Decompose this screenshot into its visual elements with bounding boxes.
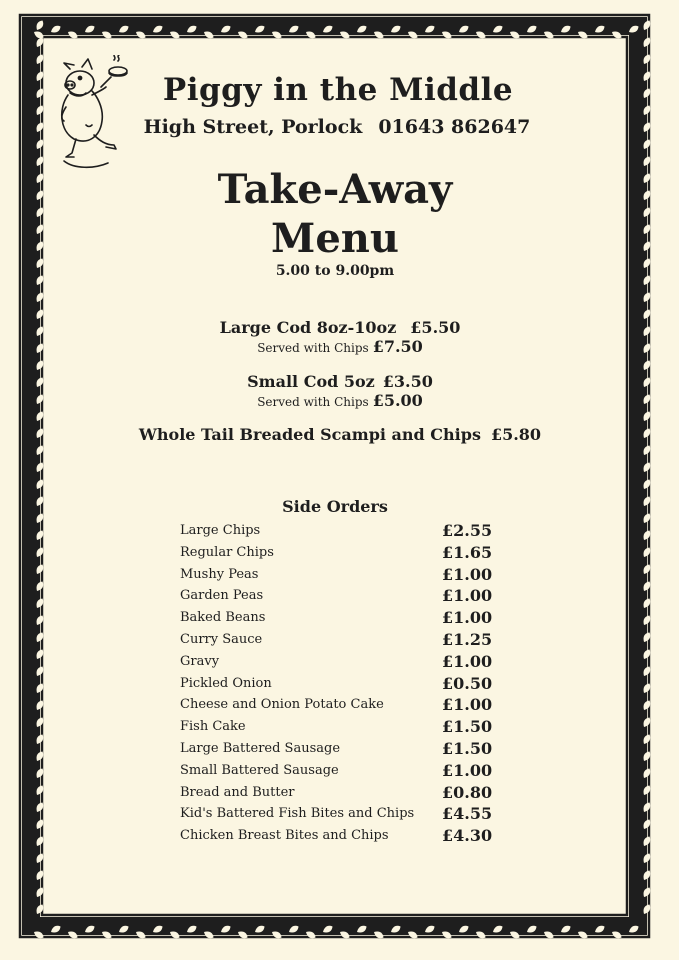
side-order-name: Garden Peas bbox=[180, 588, 264, 604]
side-order-price: £1.00 bbox=[442, 651, 493, 671]
side-order-price: £1.00 bbox=[442, 760, 493, 780]
small-cod-label: Small Cod 5oz bbox=[247, 372, 375, 391]
menu-heading-line1: Take-Away bbox=[217, 166, 453, 213]
side-order-row bbox=[180, 673, 495, 695]
side-order-name: Large Battered Sausage bbox=[180, 740, 341, 756]
side-orders-list bbox=[180, 520, 495, 847]
side-order-row bbox=[180, 651, 495, 673]
small-cod-chips-price: £5.00 bbox=[372, 391, 423, 410]
side-order-row bbox=[180, 520, 495, 542]
side-order-price: £4.30 bbox=[442, 826, 493, 846]
large-cod-price: £5.50 bbox=[410, 318, 461, 337]
large-cod-chips-line bbox=[60, 337, 620, 356]
side-order-row bbox=[180, 716, 495, 738]
side-order-price: £1.50 bbox=[442, 738, 493, 758]
side-order-name: Regular Chips bbox=[180, 544, 274, 560]
side-order-row bbox=[180, 564, 495, 586]
side-order-name: Baked Beans bbox=[180, 610, 266, 626]
side-order-name: Fish Cake bbox=[180, 719, 246, 735]
side-orders-title: Side Orders bbox=[282, 497, 388, 516]
address-line bbox=[138, 116, 536, 138]
side-order-price: £4.55 bbox=[442, 804, 493, 824]
restaurant-name: Piggy in the Middle bbox=[162, 72, 514, 108]
small-cod-price: £3.50 bbox=[382, 372, 433, 391]
scampi-line bbox=[60, 425, 620, 444]
large-cod-chips-label: Served with Chips bbox=[257, 341, 369, 355]
side-order-price: £1.00 bbox=[442, 695, 493, 715]
pig-chef-illustration bbox=[56, 55, 132, 180]
side-order-price: £1.00 bbox=[442, 564, 493, 584]
scampi-label: Whole Tail Breaded Scampi and Chips bbox=[138, 425, 481, 444]
side-order-price: £1.65 bbox=[442, 542, 493, 562]
side-order-price: £1.25 bbox=[442, 629, 493, 649]
side-order-row bbox=[180, 629, 495, 651]
phone-number: 01643 862647 bbox=[378, 116, 531, 138]
side-order-name: Gravy bbox=[180, 653, 220, 669]
side-order-name: Pickled Onion bbox=[180, 675, 272, 691]
side-order-name: Mushy Peas bbox=[180, 566, 259, 582]
scampi-price: £5.80 bbox=[490, 425, 542, 444]
side-order-row bbox=[180, 607, 495, 629]
side-order-name: Large Chips bbox=[180, 523, 261, 538]
side-order-row bbox=[180, 760, 495, 782]
side-order-price: £1.50 bbox=[442, 717, 493, 737]
side-order-row bbox=[180, 803, 495, 825]
side-order-name: Chicken Breast Bites and Chips bbox=[180, 828, 389, 844]
large-cod-label: Large Cod 8oz-10oz bbox=[219, 318, 397, 337]
side-order-row bbox=[180, 738, 495, 760]
menu-heading-line2: Menu bbox=[271, 215, 399, 262]
street-address: High Street, Porlock bbox=[143, 116, 363, 138]
side-order-row bbox=[180, 542, 495, 564]
small-cod-chips-line bbox=[60, 391, 620, 410]
large-cod-line bbox=[60, 318, 620, 337]
side-order-name: Cheese and Onion Potato Cake bbox=[180, 697, 384, 713]
side-order-row bbox=[180, 825, 495, 847]
side-order-price: £1.00 bbox=[442, 586, 493, 606]
side-order-price: £0.50 bbox=[442, 673, 493, 693]
side-order-name: Curry Sauce bbox=[180, 631, 263, 647]
side-order-name: Kid's Battered Fish Bites and Chips bbox=[180, 806, 415, 822]
small-cod-chips-label: Served with Chips bbox=[257, 395, 369, 409]
small-cod-line bbox=[60, 372, 620, 391]
large-cod-chips-price: £7.50 bbox=[372, 337, 423, 356]
side-order-row bbox=[180, 782, 495, 804]
side-order-row bbox=[180, 585, 495, 607]
side-order-name: Small Battered Sausage bbox=[180, 762, 339, 778]
opening-hours: 5.00 to 9.00pm bbox=[275, 263, 395, 279]
side-order-name: Bread and Butter bbox=[180, 784, 295, 800]
side-order-price: £1.00 bbox=[442, 608, 493, 628]
side-order-price: £0.80 bbox=[442, 782, 493, 802]
side-order-row bbox=[180, 694, 495, 716]
side-order-price: £2.55 bbox=[442, 521, 493, 540]
